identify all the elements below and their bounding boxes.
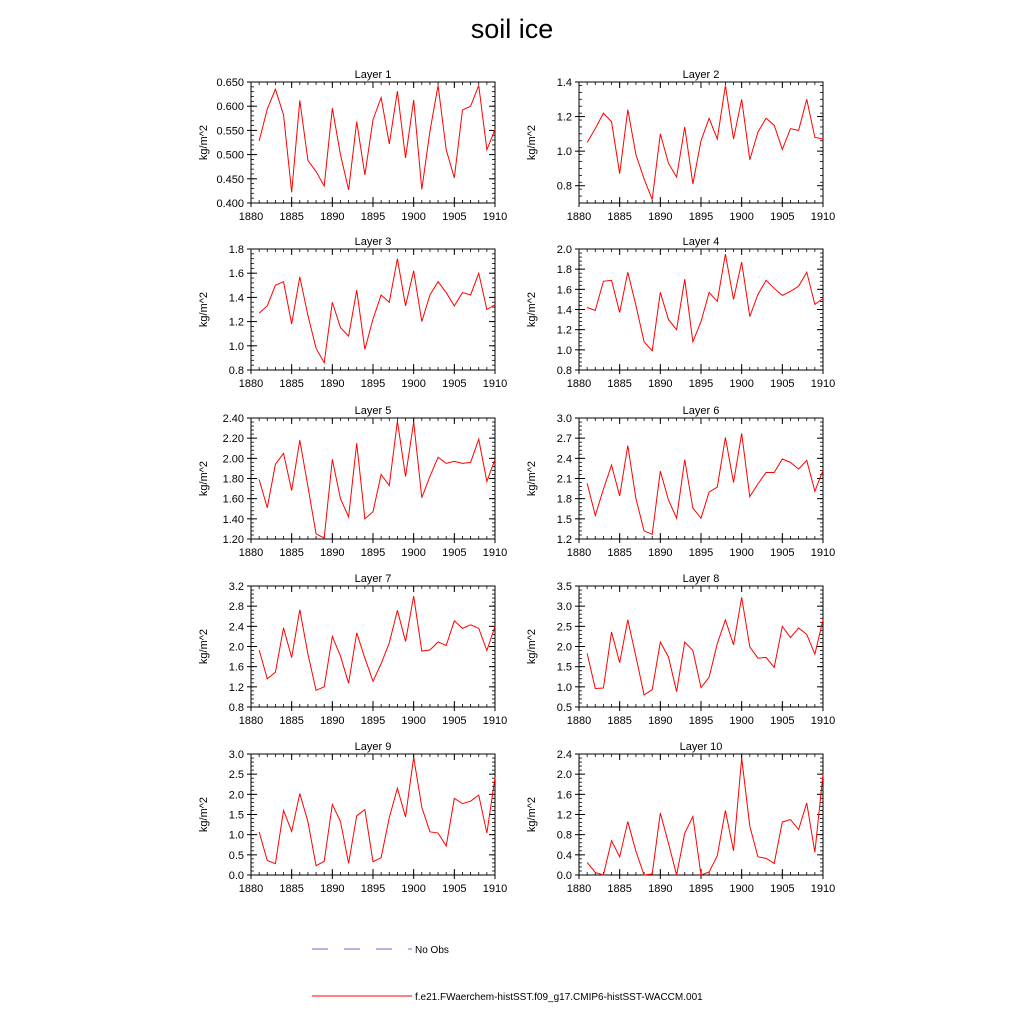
x-tick-label: 1890 [648, 883, 673, 895]
x-tick-label: 1885 [607, 211, 632, 223]
x-tick-label: 1910 [810, 715, 836, 727]
chart-panel-layer-8 [526, 573, 835, 727]
x-tick-label: 1910 [810, 211, 836, 223]
series-line-layer-7 [259, 596, 495, 690]
y-tick-label: 1.2 [556, 809, 572, 822]
y-tick-label: 2.1 [556, 473, 572, 486]
chart-panel-layer-4 [526, 236, 835, 390]
y-axis-label: kg/m^2 [198, 796, 210, 833]
x-tick-label: 1885 [279, 883, 304, 895]
x-tick-label: 1880 [238, 378, 264, 390]
y-axis-label: kg/m^2 [198, 628, 210, 665]
y-tick-label: 3.0 [228, 749, 244, 761]
x-tick-label: 1890 [320, 211, 345, 223]
panel-title: Layer 2 [682, 69, 720, 81]
y-tick-label: 2.4 [556, 453, 572, 466]
y-tick-label: 0.4 [556, 849, 572, 862]
y-tick-label: 2.0 [228, 789, 244, 802]
y-tick-label: 3.2 [228, 581, 244, 593]
series-line-layer-9 [259, 757, 495, 865]
x-tick-label: 1880 [566, 883, 592, 895]
chart-panel-layer-10 [526, 741, 835, 895]
y-tick-label: 1.2 [556, 111, 572, 124]
x-tick-label: 1885 [279, 378, 304, 390]
series-line-layer-4 [587, 254, 823, 351]
panel-title: Layer 9 [354, 741, 392, 753]
y-tick-label: 0.0 [228, 870, 244, 882]
series-line-layer-8 [587, 597, 823, 695]
x-tick-label: 1905 [442, 547, 467, 559]
y-tick-label: 2.0 [556, 641, 572, 654]
series-line-layer-10 [587, 758, 823, 875]
y-tick-label: 1.5 [228, 809, 244, 822]
x-tick-label: 1885 [607, 715, 632, 727]
x-tick-label: 1905 [770, 883, 795, 895]
page-title: soil ice [470, 14, 554, 44]
x-tick-label: 1900 [401, 378, 426, 390]
panel-title: Layer 8 [682, 573, 720, 585]
y-axis-label: kg/m^2 [526, 628, 538, 665]
y-tick-label: 0.0 [556, 870, 572, 882]
x-tick-label: 1880 [566, 211, 592, 223]
x-tick-label: 1910 [482, 883, 508, 895]
x-tick-label: 1905 [770, 378, 795, 390]
y-tick-label: 3.5 [556, 581, 572, 593]
y-tick-label: 1.5 [556, 661, 572, 674]
x-tick-label: 1900 [401, 883, 426, 895]
y-tick-label: 2.4 [228, 621, 244, 634]
y-tick-label: 0.8 [228, 365, 244, 377]
x-tick-label: 1900 [729, 883, 754, 895]
y-tick-label: 2.00 [222, 453, 244, 466]
y-tick-label: 1.20 [222, 534, 244, 546]
y-axis-label: kg/m^2 [526, 124, 538, 161]
x-tick-label: 1900 [729, 211, 754, 223]
x-tick-label: 1890 [648, 547, 673, 559]
series-line-layer-2 [587, 85, 823, 199]
y-tick-label: 1.8 [556, 493, 572, 506]
plot-frame [579, 754, 823, 875]
x-tick-label: 1910 [482, 715, 508, 727]
x-tick-label: 1895 [360, 378, 386, 390]
y-tick-label: 0.8 [556, 180, 572, 193]
x-tick-label: 1885 [279, 547, 304, 559]
panel-title: Layer 1 [354, 69, 392, 81]
y-tick-label: 1.80 [222, 473, 244, 486]
y-tick-label: 1.2 [228, 316, 244, 329]
y-tick-label: 1.8 [228, 244, 244, 256]
y-tick-label: 1.6 [228, 661, 244, 674]
panel-title: Layer 3 [354, 236, 392, 248]
y-tick-label: 1.4 [228, 292, 244, 305]
legend-model-label: f.e21.FWaerchem-histSST.f09_g17.CMIP6-histSST-WACCM.001 [415, 992, 703, 1003]
y-tick-label: 1.6 [556, 789, 572, 802]
y-tick-label: 1.60 [222, 493, 244, 506]
y-tick-label: 0.8 [228, 702, 244, 714]
y-tick-label: 0.5 [228, 849, 244, 862]
y-tick-label: 2.40 [222, 413, 244, 425]
y-tick-label: 2.5 [556, 621, 572, 634]
x-tick-label: 1900 [729, 547, 754, 559]
x-tick-label: 1890 [648, 211, 673, 223]
y-axis-label: kg/m^2 [526, 460, 538, 497]
y-axis-label: kg/m^2 [526, 796, 538, 833]
plot-frame [251, 586, 495, 707]
x-tick-label: 1895 [360, 547, 386, 559]
plot-frame [251, 249, 495, 370]
x-tick-label: 1880 [238, 883, 264, 895]
y-tick-label: 3.0 [556, 601, 572, 614]
y-tick-label: 0.400 [216, 198, 244, 210]
x-tick-label: 1895 [688, 378, 714, 390]
y-tick-label: 2.0 [228, 641, 244, 654]
x-tick-label: 1885 [607, 378, 632, 390]
x-tick-label: 1880 [238, 547, 264, 559]
y-tick-label: 2.0 [556, 769, 572, 782]
x-tick-label: 1880 [238, 211, 264, 223]
chart-panel-layer-6 [526, 405, 835, 559]
y-axis-label: kg/m^2 [198, 124, 210, 161]
series-line-layer-1 [259, 85, 495, 192]
y-tick-label: 2.8 [228, 601, 244, 614]
series-line-layer-6 [587, 433, 823, 534]
chart-panel-layer-9 [198, 741, 507, 895]
x-tick-label: 1895 [360, 715, 386, 727]
y-tick-label: 2.7 [556, 433, 572, 446]
panel-title: Layer 10 [679, 741, 723, 753]
y-tick-label: 0.500 [216, 149, 244, 162]
chart-panel-layer-5 [198, 405, 507, 559]
chart-panel-layer-7 [198, 573, 507, 727]
x-tick-label: 1895 [360, 883, 386, 895]
x-tick-label: 1880 [238, 715, 264, 727]
y-tick-label: 2.5 [228, 769, 244, 782]
x-tick-label: 1900 [401, 547, 426, 559]
y-tick-label: 2.0 [556, 244, 572, 256]
y-tick-label: 1.5 [556, 513, 572, 526]
series-line-layer-3 [259, 259, 495, 363]
x-tick-label: 1890 [648, 378, 673, 390]
x-tick-label: 1905 [770, 715, 795, 727]
x-tick-label: 1880 [566, 715, 592, 727]
x-tick-label: 1895 [688, 547, 714, 559]
chart-panel-layer-2 [526, 69, 835, 223]
x-tick-label: 1910 [482, 378, 508, 390]
x-tick-label: 1910 [810, 378, 836, 390]
y-tick-label: 0.650 [216, 77, 244, 89]
y-axis-label: kg/m^2 [526, 291, 538, 328]
y-tick-label: 1.0 [556, 344, 572, 357]
y-tick-label: 2.4 [556, 749, 572, 761]
x-tick-label: 1905 [442, 883, 467, 895]
x-tick-label: 1895 [688, 883, 714, 895]
x-tick-label: 1890 [320, 883, 345, 895]
x-tick-label: 1900 [401, 211, 426, 223]
x-tick-label: 1890 [320, 547, 345, 559]
y-tick-label: 1.4 [556, 304, 572, 317]
x-tick-label: 1895 [688, 715, 714, 727]
series-line-layer-5 [259, 421, 495, 538]
x-tick-label: 1900 [401, 715, 426, 727]
y-tick-label: 1.6 [556, 284, 572, 297]
y-tick-label: 1.0 [556, 681, 572, 694]
x-tick-label: 1905 [442, 211, 467, 223]
x-tick-label: 1905 [442, 378, 467, 390]
x-tick-label: 1905 [770, 211, 795, 223]
y-tick-label: 1.2 [556, 534, 572, 546]
y-tick-label: 2.20 [222, 433, 244, 446]
chart-panel-layer-1 [198, 69, 507, 223]
x-tick-label: 1910 [810, 883, 836, 895]
y-tick-label: 0.5 [556, 702, 572, 714]
y-tick-label: 1.40 [222, 513, 244, 526]
legend-no-obs-label: No Obs [415, 945, 449, 956]
panel-title: Layer 5 [354, 405, 392, 417]
x-tick-label: 1905 [442, 715, 467, 727]
x-tick-label: 1885 [607, 883, 632, 895]
chart-panel-layer-3 [198, 236, 507, 390]
y-tick-label: 0.8 [556, 829, 572, 842]
y-axis-label: kg/m^2 [198, 291, 210, 328]
y-tick-label: 1.0 [228, 829, 244, 842]
panel-title: Layer 7 [354, 573, 392, 585]
legend [312, 945, 703, 1003]
x-tick-label: 1880 [566, 378, 592, 390]
x-tick-label: 1890 [648, 715, 673, 727]
plot-frame [251, 754, 495, 875]
y-tick-label: 3.0 [556, 413, 572, 425]
y-tick-label: 0.8 [556, 365, 572, 377]
x-tick-label: 1900 [729, 378, 754, 390]
x-tick-label: 1885 [607, 547, 632, 559]
y-tick-label: 1.8 [556, 264, 572, 277]
y-axis-label: kg/m^2 [198, 460, 210, 497]
y-tick-label: 1.4 [556, 77, 572, 89]
y-tick-label: 1.2 [556, 324, 572, 337]
y-tick-label: 1.6 [228, 268, 244, 281]
x-tick-label: 1910 [482, 211, 508, 223]
x-tick-label: 1910 [482, 547, 508, 559]
panel-title: Layer 6 [682, 405, 720, 417]
y-tick-label: 0.550 [216, 125, 244, 138]
plot-frame [579, 418, 823, 539]
plot-frame [251, 418, 495, 539]
y-tick-label: 0.600 [216, 101, 244, 114]
y-tick-label: 1.0 [556, 146, 572, 159]
x-tick-label: 1885 [279, 715, 304, 727]
x-tick-label: 1895 [688, 211, 714, 223]
y-tick-label: 0.450 [216, 173, 244, 186]
x-tick-label: 1905 [770, 547, 795, 559]
x-tick-label: 1890 [320, 378, 345, 390]
x-tick-label: 1880 [566, 547, 592, 559]
x-tick-label: 1900 [729, 715, 754, 727]
chart-panels [198, 69, 835, 895]
x-tick-label: 1885 [279, 211, 304, 223]
y-tick-label: 1.2 [228, 681, 244, 694]
plot-frame [579, 249, 823, 370]
panel-title: Layer 4 [682, 236, 720, 248]
y-tick-label: 1.0 [228, 340, 244, 353]
x-tick-label: 1910 [810, 547, 836, 559]
x-tick-label: 1895 [360, 211, 386, 223]
x-tick-label: 1890 [320, 715, 345, 727]
